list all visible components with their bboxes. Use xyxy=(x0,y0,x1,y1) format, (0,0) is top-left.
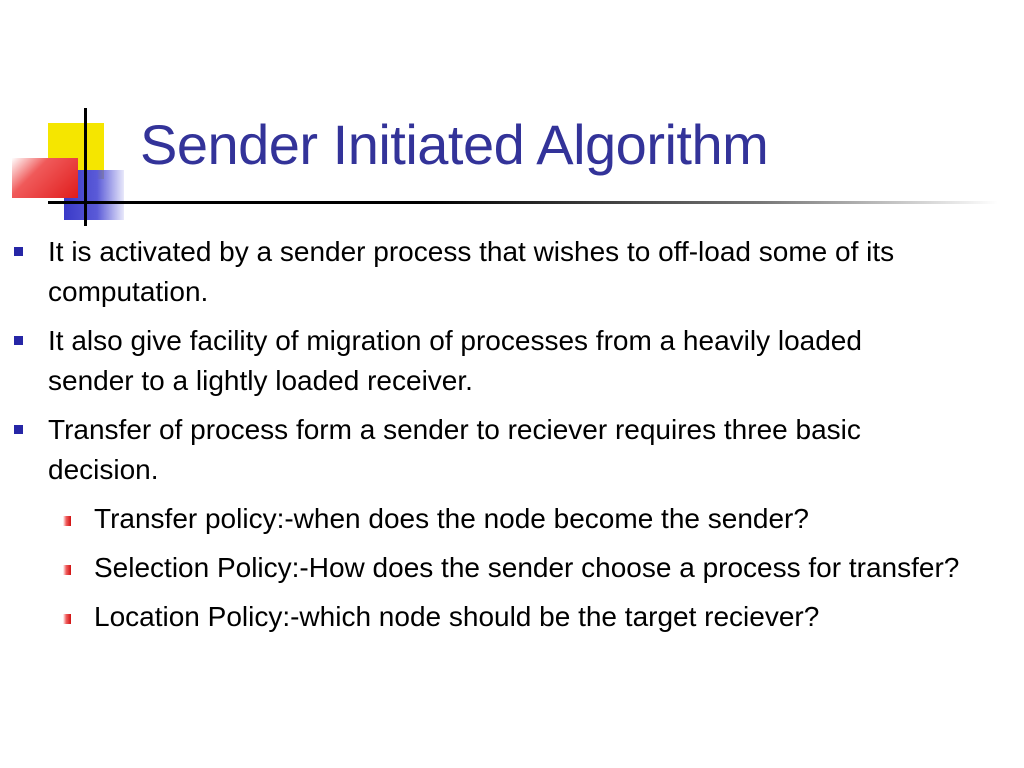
sub-bullet-item xyxy=(0,597,974,637)
sub-bullet-text: Transfer policy:-when does the node become the sender? xyxy=(94,503,809,534)
sub-bullet-item xyxy=(0,499,974,539)
bullet-item xyxy=(0,410,948,490)
square-bullet-icon xyxy=(14,425,23,434)
bullet-list xyxy=(0,232,1024,646)
vertical-rule xyxy=(84,108,87,226)
red-square-decoration xyxy=(12,158,78,198)
bullet-text: It also give facility of migration of processes from a heavily loaded sender to a lightly loaded receiver. xyxy=(48,325,862,396)
sub-bullet-item xyxy=(0,548,974,588)
sub-bullet-text: Selection Policy:-How does the sender choose a process for transfer? xyxy=(94,552,960,583)
bullet-text: It is activated by a sender process that wishes to off-load some of its computation. xyxy=(48,236,895,307)
title-underline xyxy=(48,201,998,204)
square-bullet-icon xyxy=(14,247,23,256)
bullet-text: Transfer of process form a sender to reciever requires three basic decision. xyxy=(48,414,861,485)
title-decoration xyxy=(0,0,160,240)
bullet-item xyxy=(0,321,948,401)
square-bullet-icon xyxy=(14,336,23,345)
gradient-bullet-icon xyxy=(63,565,71,575)
bullet-item xyxy=(0,232,948,312)
slide-title: Sender Initiated Algorithm xyxy=(140,113,769,176)
gradient-bullet-icon xyxy=(63,614,71,624)
sub-bullet-text: Location Policy:-which node should be the target reciever? xyxy=(94,601,820,632)
gradient-bullet-icon xyxy=(63,516,71,526)
